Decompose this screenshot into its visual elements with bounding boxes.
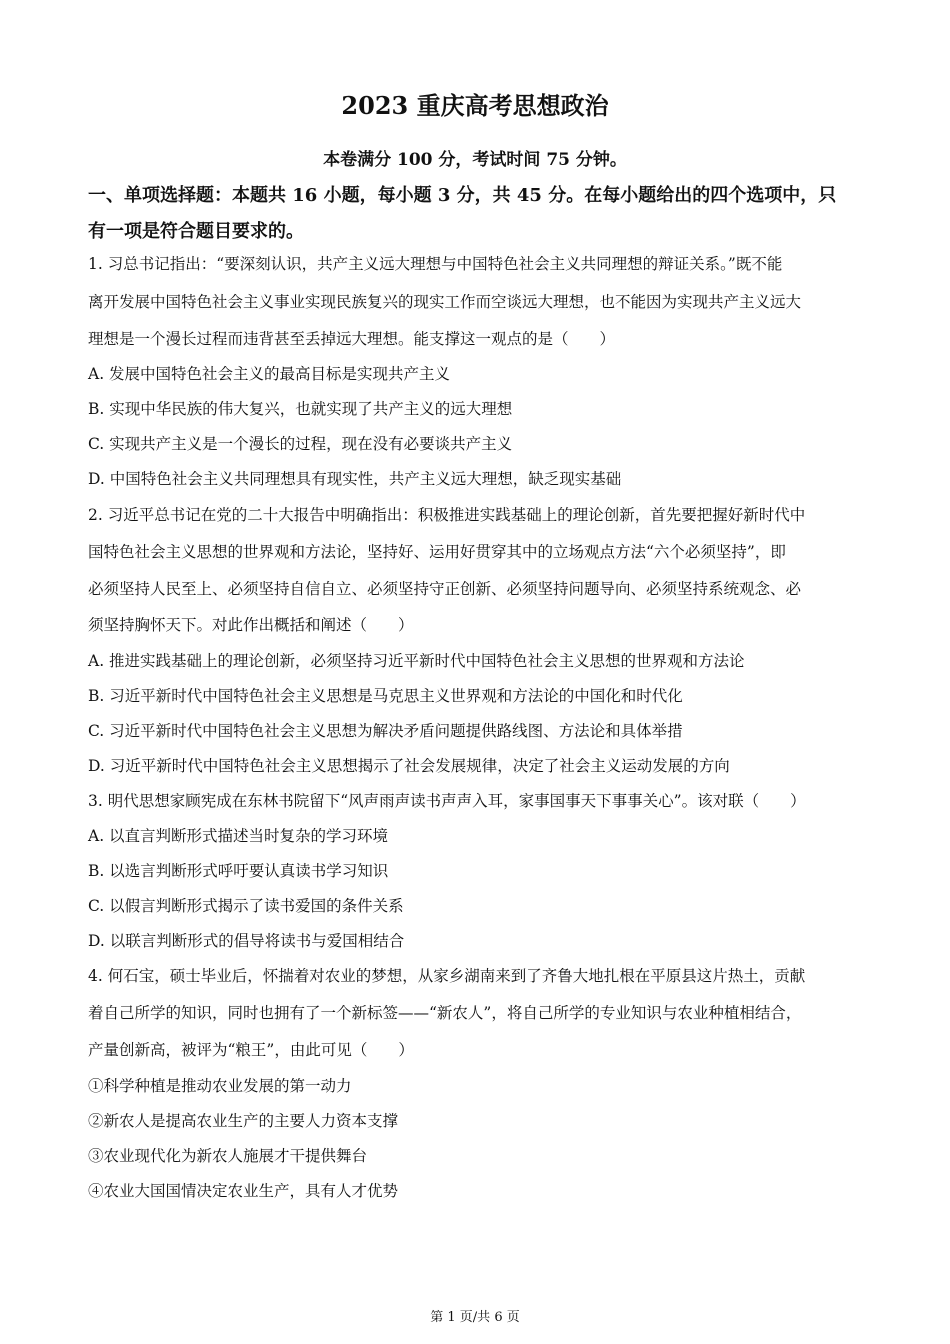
option-b: B. 以选言判断形式呼吁要认真读书学习知识 [88,862,389,880]
option-3: ③农业现代化为新农人施展才干提供舞台 [88,1147,368,1165]
option-d: D. 中国特色社会主义共同理想具有现实性，共产主义远大理想，缺乏现实基础 [88,470,622,488]
question-stem-line: 国特色社会主义思想的世界观和方法论，坚持好、运用好贯穿其中的立场观点方法“六个必须坚持”，即 [88,543,786,561]
question-stem-line: 2. 习近平总书记在党的二十大报告中明确指出：积极推进实践基础上的理论创新，首先要把握好新时代中 [88,506,806,524]
option-c: C. 习近平新时代中国特色社会主义思想为解决矛盾问题提供路线图、方法论和具体举措 [88,722,683,740]
question-stem-line: 必须坚持人民至上、必须坚持自信自立、必须坚持守正创新、必须坚持问题导向、必须坚持系统观念、必 [88,580,802,598]
option-1: ①科学种植是推动农业发展的第一动力 [88,1077,352,1095]
question-stem-line: 产量创新高，被评为“粮王”，由此可见（ ） [88,1041,414,1059]
option-b: B. 习近平新时代中国特色社会主义思想是马克思主义世界观和方法论的中国化和时代化 [88,687,683,705]
option-d: D. 以联言判断形式的倡导将读书与爱国相结合 [88,932,405,950]
option-a: A. 发展中国特色社会主义的最高目标是实现共产主义 [88,365,451,383]
option-b: B. 实现中华民族的伟大复兴，也就实现了共产主义的远大理想 [88,400,513,418]
option-a: A. 推进实践基础上的理论创新，必须坚持习近平新时代中国特色社会主义思想的世界观和方法论 [88,652,745,670]
question-stem-line: 须坚持胸怀天下。对此作出概括和阐述（ ） [88,616,414,634]
question-stem-line: 着自己所学的知识，同时也拥有了一个新标签——“新农人”，将自己所学的专业知识与农业种植相结合， [88,1004,802,1022]
option-2: ②新农人是提高农业生产的主要人力资本支撑 [88,1112,399,1130]
question-stem-line: 理想是一个漫长过程而违背甚至丢掉远大理想。能支撑这一观点的是（ ） [88,330,616,348]
page-title: 2023 重庆高考思想政治 [341,91,609,120]
question-stem-line: 3. 明代思想家顾宪成在东林书院留下“风声雨声读书声声入耳，家事国事天下事事关心”。该对联（ ） [88,792,806,810]
section-heading-line-1: 一、单项选择题：本题共 16 小题，每小题 3 分，共 45 分。在每小题给出的四个选项中，只 [88,185,837,206]
option-c: C. 实现共产主义是一个漫长的过程，现在没有必要谈共产主义 [88,435,513,453]
exam-info: 本卷满分 100 分，考试时间 75 分钟。 [323,150,627,170]
question-stem-line: 离开发展中国特色社会主义事业实现民族复兴的现实工作而空谈远大理想，也不能因为实现共产主义远大 [88,293,802,311]
page-number: 第 1 页/共 6 页 [430,1310,520,1325]
question-stem-line: 4. 何石宝，硕士毕业后，怀揣着对农业的梦想，从家乡湖南来到了齐鲁大地扎根在平原县这片热土，贡献 [88,967,806,985]
section-heading-line-2: 有一项是符合题目要求的。 [88,221,304,242]
question-stem-line: 1. 习总书记指出：“要深刻认识，共产主义远大理想与中国特色社会主义共同理想的辩证关系。”既不能 [88,255,783,273]
option-d: D. 习近平新时代中国特色社会主义思想揭示了社会发展规律，决定了社会主义运动发展的方向 [88,757,730,775]
option-c: C. 以假言判断形式揭示了读书爱国的条件关系 [88,897,404,915]
option-4: ④农业大国国情决定农业生产，具有人才优势 [88,1182,399,1200]
option-a: A. 以直言判断形式描述当时复杂的学习环境 [88,827,389,845]
